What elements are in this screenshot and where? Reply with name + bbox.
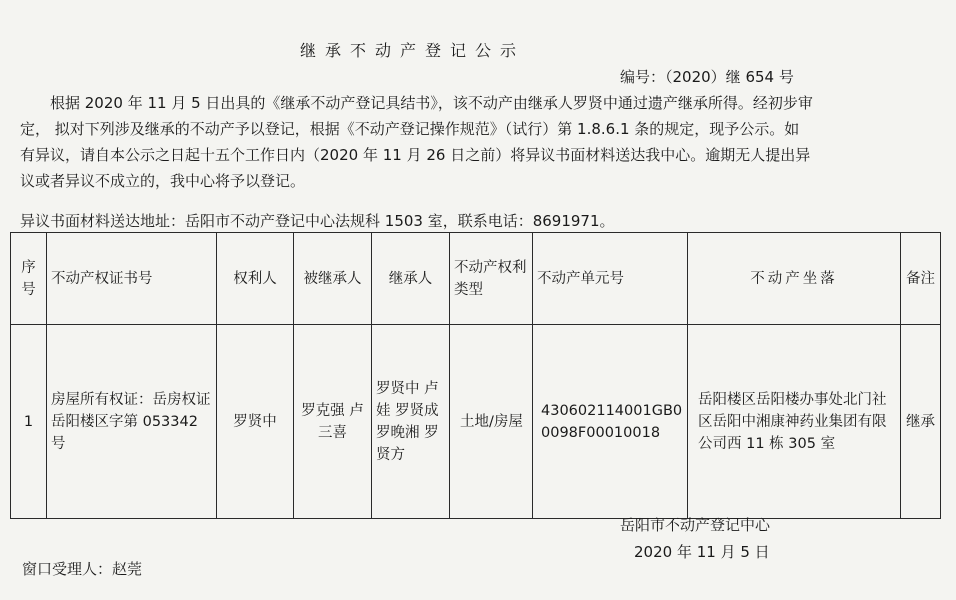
header-unit-no: 不动产单元号 (533, 233, 688, 325)
header-location: 不动产坐落 (688, 233, 901, 325)
cell-right-type: 土地/房屋 (450, 325, 533, 519)
cell-heirs: 罗贤中 卢娃 罗贤成 罗晚湘 罗贤方 (372, 325, 450, 519)
objection-address: 异议书面材料送达地址：岳阳市不动产登记中心法规科 1503 室，联系电话：8691971。 (20, 212, 615, 230)
header-cert-no: 不动产权证书号 (47, 233, 217, 325)
notice-title: 继承不动产登记公示 (300, 41, 526, 60)
header-owner: 权利人 (217, 233, 294, 325)
cell-owner: 罗贤中 (217, 325, 294, 519)
notice-paragraph (20, 90, 925, 194)
header-no: 序号 (11, 233, 47, 325)
header-right-type: 不动产权利类型 (450, 233, 533, 325)
window-clerk: 窗口受理人：赵莞 (22, 560, 143, 578)
issue-date: 2020 年 11 月 5 日 (634, 543, 770, 561)
header-remark: 备注 (901, 233, 941, 325)
registration-table (10, 232, 941, 519)
paragraph-line-4: 议或者异议不成立的，我中心将予以登记。 (20, 172, 306, 190)
issuing-authority: 岳阳市不动产登记中心 (620, 516, 771, 534)
cell-unit-no: 430602114001GB00098F00010018 (533, 325, 688, 519)
table-row (11, 325, 941, 519)
paragraph-line-3: 有异议，请自本公示之日起十五个工作日内（2020 年 11 月 26 日之前）将异议书面材料送达我中心。逾期无人提出异 (20, 146, 811, 164)
header-heirs: 继承人 (372, 233, 450, 325)
document-number: 编号：（2020）继 654 号 (620, 68, 794, 86)
header-decedent: 被继承人 (294, 233, 372, 325)
cell-cert-no: 房屋所有权证：岳房权证岳阳楼区字第 053342 号 (47, 325, 217, 519)
table-header-row (11, 233, 941, 325)
cell-no: 1 (11, 325, 47, 519)
paragraph-line-1: 根据 2020 年 11 月 5 日出具的《继承不动产登记具结书》，该不动产由继承人罗贤中通过遗产继承所得。经初步审 (50, 94, 813, 112)
cell-remark: 继承 (901, 325, 941, 519)
cell-decedent: 罗克强 卢三喜 (294, 325, 372, 519)
cell-location: 岳阳楼区岳阳楼办事处北门社区岳阳中湘康神药业集团有限公司西 11 栋 305 室 (688, 325, 901, 519)
paragraph-line-2: 定， 拟对下列涉及继承的不动产予以登记，根据《不动产登记操作规范》（试行）第 1.8.6.1 条的规定，现予公示。如 (20, 120, 800, 138)
